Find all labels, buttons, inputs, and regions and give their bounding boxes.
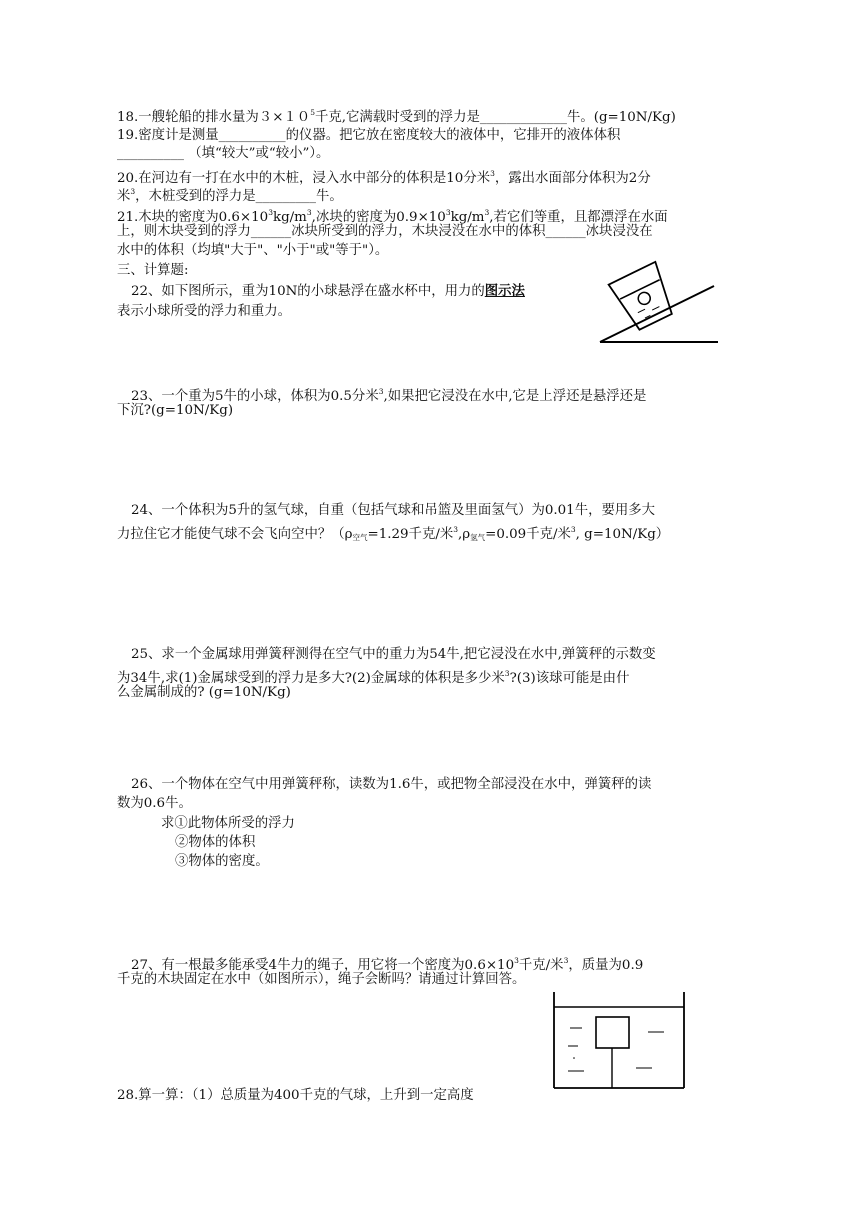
question-23-line1: 23、一个重为5牛的小球，体积为0.5分米$^3$,如果把它浸没在水中,它是上浮还是悬浮还是	[131, 387, 647, 404]
question-25-line1: 25、求一个金属球用弹簧秤测得在空气中的重力为54牛,把它浸没在水中,弹簧秤的示数变	[131, 647, 656, 662]
question-21-line2: 上，则木块受到的浮力______冰块所受到的浮力，木块浸没在水中的体积______冰块浸没在	[117, 224, 653, 239]
emphasis-graphic-method: 图示法	[484, 283, 525, 299]
question-23-line2: 下沉?(g=10N/Kg)	[117, 403, 234, 418]
section-3-heading: 三、计算题:	[117, 263, 189, 278]
question-21-line3: 水中的体积（均填"大于"、"小于"或"等于"）。	[117, 243, 389, 258]
question-27-line2: 千克的木块固定在水中（如图所示），绳子会断吗？请通过计算回答。	[117, 972, 526, 987]
question-22-line1: 22、如下图所示，重为10N的小球悬浮在盛水杯中，用力的图示法	[131, 283, 525, 299]
question-25-line3: 么金属制成的? (g=10N/Kg)	[117, 685, 291, 700]
question-24-line2: 力拉住它才能使气球不会飞向空中？（$\rho_{空气}=1.29$千克/米$^3,\rho_{氢气}=0.09$千克/米$^3$, g=10N/Kg）	[117, 525, 670, 542]
question-26-item2: ②物体的体积	[175, 835, 256, 850]
question-26-item3: ③物体的密度。	[175, 854, 269, 869]
question-19-line2: __________ （填“较大”或“较小”）。	[117, 146, 330, 161]
submerged-block-figure	[552, 992, 686, 1090]
incline-cup-figure	[598, 258, 722, 346]
question-28-line1: 28.算一算：（1）总质量为400千克的气球，上升到一定高度	[117, 1088, 474, 1103]
question-25-line2: 为34牛,求(1)金属球受到的浮力是多大?(2)金属球的体积是多少米$^3$?(3)该球可能是由什	[117, 669, 630, 686]
question-24-line1: 24、一个体积为5升的氢气球，自重（包括气球和吊篮及里面氢气）为0.01牛，要用多大	[131, 503, 656, 518]
question-20-line1: 20.在河边有一打在水中的木桩，浸入水中部分的体积是10分米$^3$，露出水面部分体积为2分	[117, 169, 651, 186]
question-20-line2: 米$^3$，木桩受到的浮力是_________牛。	[117, 187, 343, 204]
question-26-item1: 求①此物体所受的浮力	[161, 816, 295, 831]
question-19-line1: 19.密度计是测量__________的仪器。把它放在密度较大的液体中，它排开的液体体积	[117, 128, 621, 143]
question-18: 18.一艘轮船的排水量为$3\times 10^5$千克,它满载时受到的浮力是_____________牛。(g=10N/Kg)	[117, 108, 676, 125]
question-27-line1: 27、有一根最多能承受4牛力的绳子，用它将一个密度为$0.6\times 10^3$千克/米$^3$，质量为0.9	[131, 956, 644, 973]
question-26-line2: 数为0.6牛。	[117, 796, 192, 811]
question-22-line2: 表示小球所受的浮力和重力。	[117, 304, 292, 319]
question-26-line1: 26、一个物体在空气中用弹簧秤称，读数为1.6牛，或把物全部浸没在水中，弹簧秤的读	[131, 777, 652, 792]
question-21-line1: 21.木块的密度为$0.6\times 10^3kg/m^3$,冰块的密度为$0.9\times 10^3kg/m^3$,若它们等重，且都漂浮在水面	[117, 208, 668, 225]
